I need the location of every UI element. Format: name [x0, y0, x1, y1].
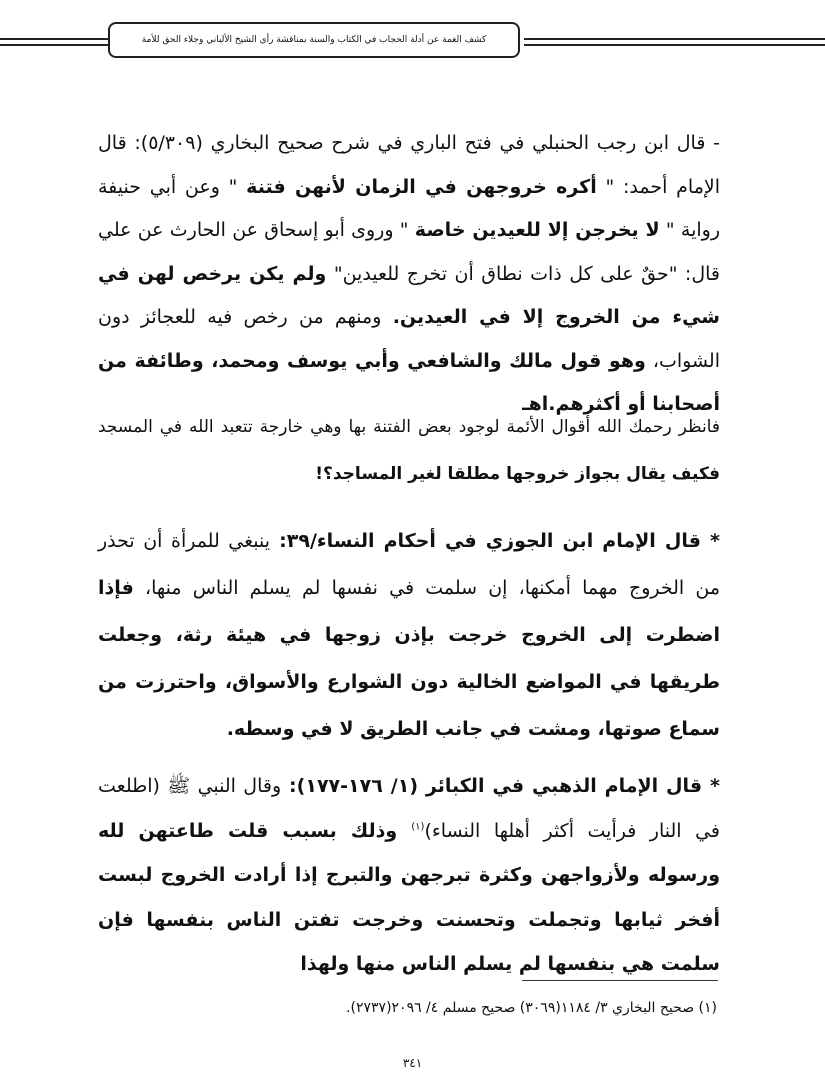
- p1-text-e: " وروى أبو إسحاق عن الحارث عن علي قال: "حقٌ على كل ذات نطاق أن تخرج للعيدين": [98, 219, 720, 285]
- paragraph-ibn-al-jawzi: [98, 518, 720, 753]
- p1-quote-abu-hanifa: لا يخرجن إلا للعيدين خاصة: [414, 219, 660, 241]
- p2-text-b: فكيف يقال بجواز خروجها مطلقا لغير المساجد؟!: [315, 464, 720, 484]
- header-rule-left-bottom: [0, 44, 108, 46]
- p1-text-h: وهو قول مالك والشافعي وأبي يوسف ومحمد، وطائفة من أصحابنا أو أكثرهم.اهـ: [98, 349, 720, 415]
- header-rule-right-bottom: [524, 44, 825, 46]
- p3-text-c: فإذا اضطرت إلى الخروج خرجت بإذن زوجها في هيئة رثة، وجعلت طريقها في المواضع الخالية دون الشوارع والأسواق، واحترزت من سماع صوتها، ومشت في جانب الطريق لا في وسطه.: [98, 577, 720, 740]
- footnote-rule: [522, 980, 718, 981]
- running-header: [108, 22, 520, 58]
- footnote: (١) صحيح البخاري ٣/ ١١٨٤(٣٠٦٩) صحيح مسلم ٤/ ٢٠٩٦(٢٧٣٧).: [346, 1000, 717, 1016]
- paragraph-commentary: [98, 404, 720, 498]
- paragraph-ibn-rajab: [98, 122, 720, 427]
- p3-text-b: ينبغي للمرأة أن تحذر من الخروج مهما أمكنها، إن سلمت في نفسها لم يسلم الناس منها،: [98, 530, 720, 599]
- p1-text-f: ولم يكن يرخص لهن في شيء من الخروج إلا في العيدين.: [98, 262, 720, 328]
- p4-text-b: وقال النبي ﷺ (اطلعت في النار فرأيت أكثر أهلها النساء): [98, 775, 720, 842]
- p3-text-a: * قال الإمام ابن الجوزي في أحكام النساء/٣٩:: [270, 530, 720, 552]
- p4-text-a: * قال الإمام الذهبي في الكبائر (١/ ١٧٦-١٧٧):: [281, 775, 720, 797]
- footnote-ref[interactable]: (١): [411, 821, 425, 833]
- header-rule-left-top: [0, 38, 108, 40]
- page-number: ٣٤١: [402, 1056, 423, 1070]
- p4-text-c: وذلك بسبب قلت طاعتهن لله ورسوله ولأزواجهن وكثرة تبرجهن والتبرج إذا أرادت الخروج لبست أفخر ثيابها وتجملت وتحسنت وخرجت تفتن الناس بنفسها فإن سلمت هي بنفسها لم يسلم الناس منها ولهذا: [98, 819, 720, 975]
- p1-text-c: " وعن أبي حنيفة رواية ": [98, 175, 721, 241]
- p1-quote-ahmad: أكره خروجهن في الزمان لأنهن فتنة: [246, 175, 597, 198]
- header-rule-right-top: [524, 38, 825, 40]
- paragraph-al-dhahabi: [98, 764, 720, 987]
- p2-text-a: فانظر رحمك الله أقوال الأئمة لوجود بعض الفتنة بها وهي خارجة تتعبد الله في المسجد: [98, 417, 720, 437]
- p1-text-g: ومنهم من رخص فيه للعجائز دون الشواب،: [98, 306, 720, 372]
- p1-text-a: - قال ابن رجب الحنبلي في فتح الباري في شرح صحيح البخاري (٥/٣٠٩): قال الإمام أحمد: ": [98, 132, 720, 198]
- running-header-title: كشف الغمة عن أدلة الحجاب في الكتاب والسنة بمناقشة رأي الشيخ الألباني وجلاء الحق للأمة: [141, 35, 487, 45]
